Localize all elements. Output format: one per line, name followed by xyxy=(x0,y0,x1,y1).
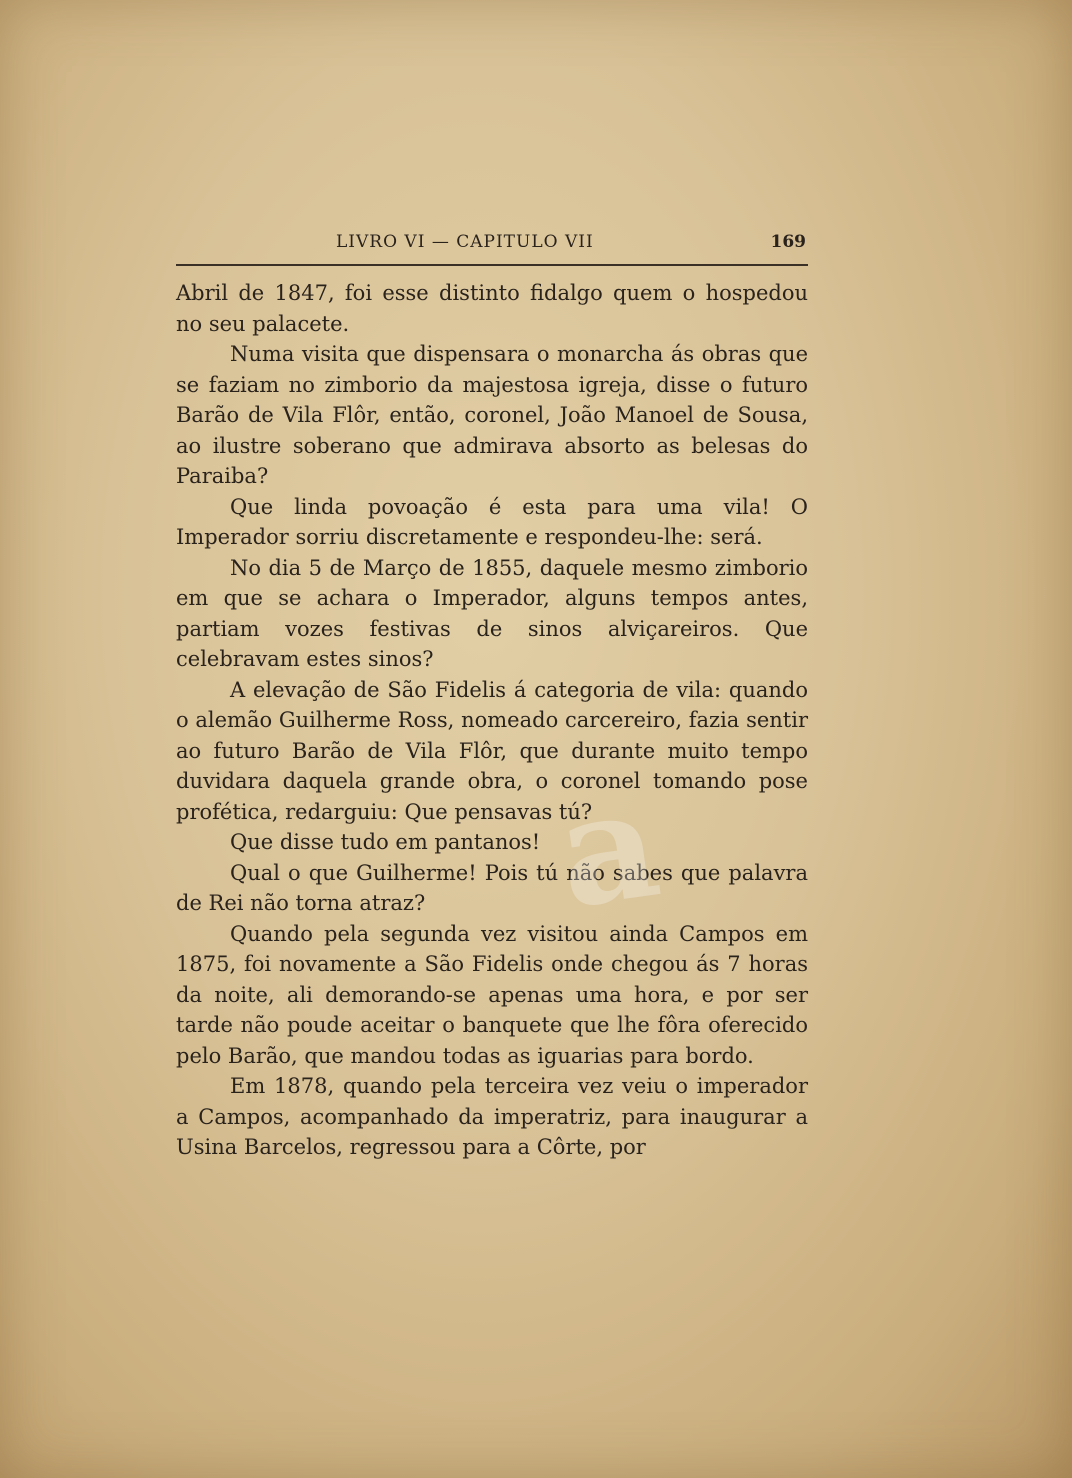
page-number: 169 xyxy=(770,232,806,252)
paragraph: A elevação de São Fidelis á categoria de vila: quando o alemão Guilherme Ross, nomeado carcereiro, fazia sentir ao futuro Barão de Vila Flôr, que durante muito tempo duvidara daquela grande obra, o coronel tomando pose profética, redarguiu: Que pensavas tú? xyxy=(176,677,808,824)
paragraph: Que linda povoação é esta para uma vila! O Imperador sorriu discretamente e respondeu-lhe: será. xyxy=(176,494,808,549)
paragraph: Numa visita que dispensara o monarcha ás obras que se faziam no zimborio da majestosa igreja, disse o futuro Barão de Vila Flôr, então, coronel, João Manoel de Sousa, ao ilustre soberano que admirava absorto as belesas do Paraiba? xyxy=(176,342,808,488)
chapter-title: LIVRO VI — CAPITULO VII xyxy=(336,232,594,252)
body-text xyxy=(176,278,808,1163)
running-header xyxy=(176,230,808,266)
paragraph: Quando pela segunda vez visitou ainda Campos em 1875, foi novamente a São Fidelis onde chegou ás 7 horas da noite, ali demorando-se apenas uma hora, e por ser tarde não poude aceitar o banquete que lhe fôra oferecido pelo Barão, que mandou todas as iguarias para bordo. xyxy=(176,921,808,1068)
paragraph: Em 1878, quando pela terceira vez veiu o imperador a Campos, acompanhado da imperatriz, para inaugurar a Usina Barcelos, regressou para a Côrte, por xyxy=(176,1074,808,1159)
paragraph: Qual o que Guilherme! Pois tú não sabes que palavra de Rei não torna atraz? xyxy=(176,860,808,915)
library-watermark: a xyxy=(548,753,677,943)
paragraph: Que disse tudo em pantanos! xyxy=(230,830,541,854)
paragraph: No dia 5 de Março de 1855, daquele mesmo zimborio em que se achara o Imperador, alguns tempos antes, partiam vozes festivas de sinos alviçareiros. Que celebravam estes sinos? xyxy=(176,555,808,671)
paragraph: Abril de 1847, foi esse distinto fidalgo quem o hospedou no seu palacete. xyxy=(176,281,808,336)
